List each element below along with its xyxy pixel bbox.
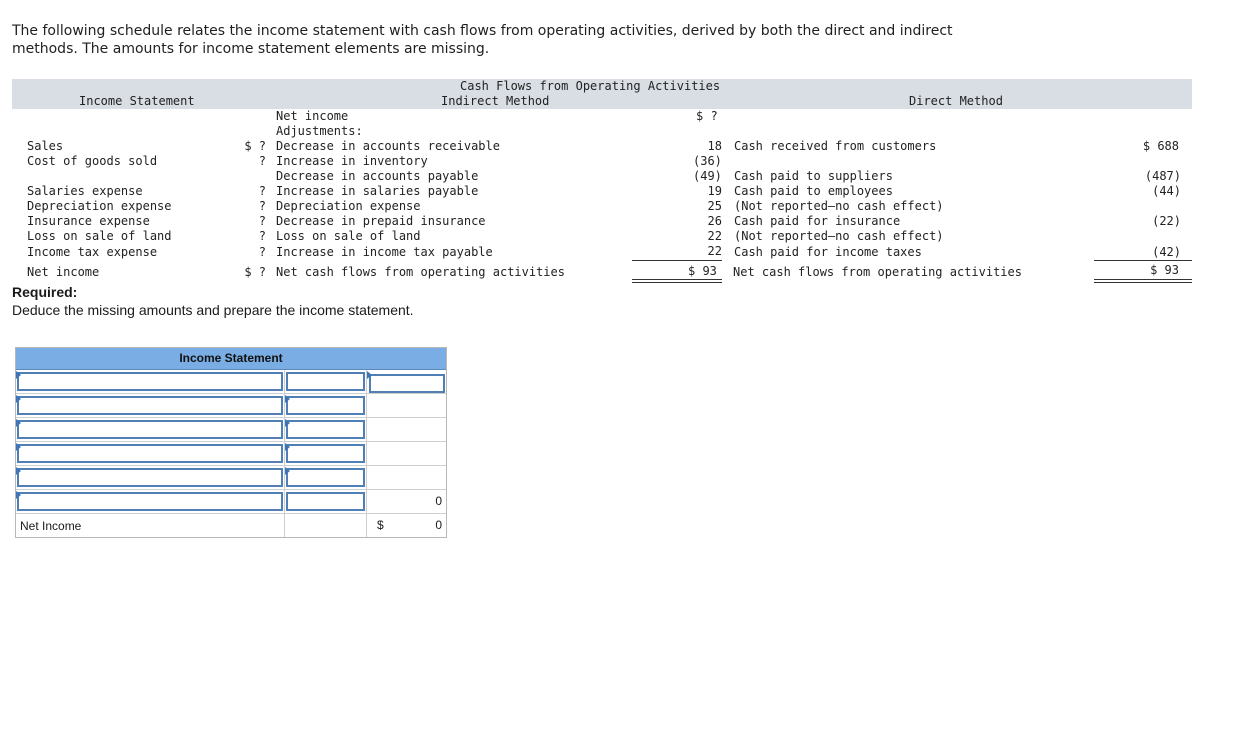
answer-row: [16, 442, 446, 466]
indirect-label: Decrease in accounts payable: [276, 169, 479, 183]
is-label-loss-land: Loss on sale of land: [27, 229, 172, 243]
indirect-label: Decrease in prepaid insurance: [276, 214, 486, 228]
line-item-input[interactable]: [17, 396, 283, 415]
line-item-input[interactable]: [17, 372, 283, 391]
dropdown-marker-icon: [16, 371, 21, 379]
indirect-amount: (49): [693, 169, 722, 183]
dropdown-marker-icon: [285, 419, 290, 427]
income-statement-answer-table: [15, 347, 447, 538]
is-label-sales: Sales: [27, 139, 64, 153]
is-label-income-tax: Income tax expense: [27, 245, 158, 259]
answer-row: [16, 370, 446, 394]
is-amount: $ ?: [244, 265, 266, 279]
indirect-amount-total: $ 93: [688, 264, 717, 278]
line-item-input[interactable]: [17, 468, 283, 487]
answer-row: [16, 418, 446, 442]
line-item-input[interactable]: [17, 492, 283, 511]
indirect-label: Loss on sale of land: [276, 229, 421, 243]
indirect-amount: 22: [707, 229, 722, 243]
is-amount: ?: [258, 245, 266, 259]
is-label-salaries: Salaries expense: [27, 184, 143, 198]
answer-row: [16, 466, 446, 490]
empty-cell: [366, 466, 446, 489]
direct-label: (Not reported—no cash effect): [734, 199, 944, 213]
indirect-label: Decrease in accounts receivable: [276, 139, 500, 153]
indirect-label: Increase in income tax payable: [276, 245, 493, 259]
indirect-total-rule-double: [632, 282, 722, 283]
subtotal-value: 0: [435, 494, 442, 508]
reconciliation-schedule: [12, 79, 1192, 289]
line-item-input[interactable]: [17, 420, 283, 439]
indirect-amount: 25: [707, 199, 722, 213]
dropdown-marker-icon: [16, 419, 21, 427]
direct-amount: (487): [1144, 169, 1181, 183]
indirect-label: Adjustments:: [276, 124, 363, 138]
amount-input[interactable]: [286, 492, 365, 511]
net-income-value: 0: [435, 518, 442, 532]
empty-cell: [366, 442, 446, 465]
amount-input[interactable]: [369, 374, 445, 393]
amount-input[interactable]: [286, 444, 365, 463]
indirect-amount: 22: [707, 244, 722, 258]
indirect-subtotal-rule: [632, 260, 722, 261]
problem-intro: The following schedule relates the income statement with cash flows from operating activities, derived by both the direct and indirect methods. The amounts for income statement elements are missing.: [12, 23, 953, 57]
dropdown-marker-icon: [367, 371, 372, 379]
direct-amount: (42): [1152, 245, 1181, 259]
dropdown-marker-icon: [16, 443, 21, 451]
is-amount: $ ?: [244, 139, 266, 153]
is-label-net-income: Net income: [27, 265, 100, 279]
direct-amount: (22): [1152, 214, 1181, 228]
is-label-insurance: Insurance expense: [27, 214, 150, 228]
is-amount: ?: [258, 229, 266, 243]
direct-total-rule: [1094, 279, 1192, 280]
empty-cell: [366, 394, 446, 417]
direct-label: Cash paid for income taxes: [734, 245, 922, 259]
direct-label: Net cash flows from operating activities: [733, 265, 1022, 279]
is-amount: ?: [258, 199, 266, 213]
indirect-label: Increase in inventory: [276, 154, 428, 168]
indirect-amount: 19: [707, 184, 722, 198]
indirect-amount: (36): [693, 154, 722, 168]
is-amount: ?: [258, 154, 266, 168]
direct-label: Cash received from customers: [734, 139, 937, 153]
dropdown-marker-icon: [16, 491, 21, 499]
dropdown-marker-icon: [285, 395, 290, 403]
is-label-cogs: Cost of goods sold: [27, 154, 158, 168]
indirect-label: Net cash flows from operating activities: [276, 265, 565, 279]
direct-label: (Not reported—no cash effect): [734, 229, 944, 243]
indirect-amount: 26: [707, 214, 722, 228]
dropdown-marker-icon: [16, 467, 21, 475]
indirect-total-rule: [632, 279, 722, 280]
header-cash-flows: Cash Flows from Operating Activities: [460, 79, 721, 93]
answer-row: [16, 490, 446, 514]
net-income-dollar-sign: $: [377, 518, 384, 532]
required-heading: Required:: [12, 284, 78, 300]
direct-total-rule-double: [1094, 282, 1192, 283]
is-amount: ?: [258, 184, 266, 198]
header-income-statement: Income Statement: [79, 94, 195, 108]
amount-input[interactable]: [286, 468, 365, 487]
dropdown-marker-icon: [285, 467, 290, 475]
amount-input[interactable]: [286, 372, 365, 391]
indirect-label: Depreciation expense: [276, 199, 421, 213]
direct-label: Cash paid for insurance: [734, 214, 901, 228]
line-item-input[interactable]: [17, 444, 283, 463]
amount-input[interactable]: [286, 396, 365, 415]
answer-row: [16, 394, 446, 418]
direct-subtotal-rule: [1094, 260, 1192, 261]
direct-amount: $ 688: [1142, 139, 1179, 153]
dropdown-marker-icon: [16, 395, 21, 403]
amount-input[interactable]: [286, 420, 365, 439]
is-label-depreciation: Depreciation expense: [27, 199, 172, 213]
dropdown-marker-icon: [285, 443, 290, 451]
direct-label: Cash paid to employees: [734, 184, 893, 198]
indirect-amount: $ ?: [696, 109, 718, 123]
net-income-row: [16, 514, 446, 537]
net-income-label: Net Income: [20, 519, 82, 533]
header-direct-method: Direct Method: [909, 94, 1003, 108]
required-instructions: Deduce the missing amounts and prepare the income statement.: [12, 302, 414, 318]
indirect-label: Net income: [276, 109, 349, 123]
indirect-label: Increase in salaries payable: [276, 184, 479, 198]
indirect-amount: 18: [707, 139, 722, 153]
direct-amount: (44): [1152, 184, 1181, 198]
header-indirect-method: Indirect Method: [441, 94, 550, 108]
is-amount: ?: [258, 214, 266, 228]
answer-table-title: Income Statement: [16, 348, 446, 370]
empty-cell: [366, 418, 446, 441]
direct-label: Cash paid to suppliers: [734, 169, 893, 183]
direct-amount-total: $ 93: [1150, 263, 1179, 277]
